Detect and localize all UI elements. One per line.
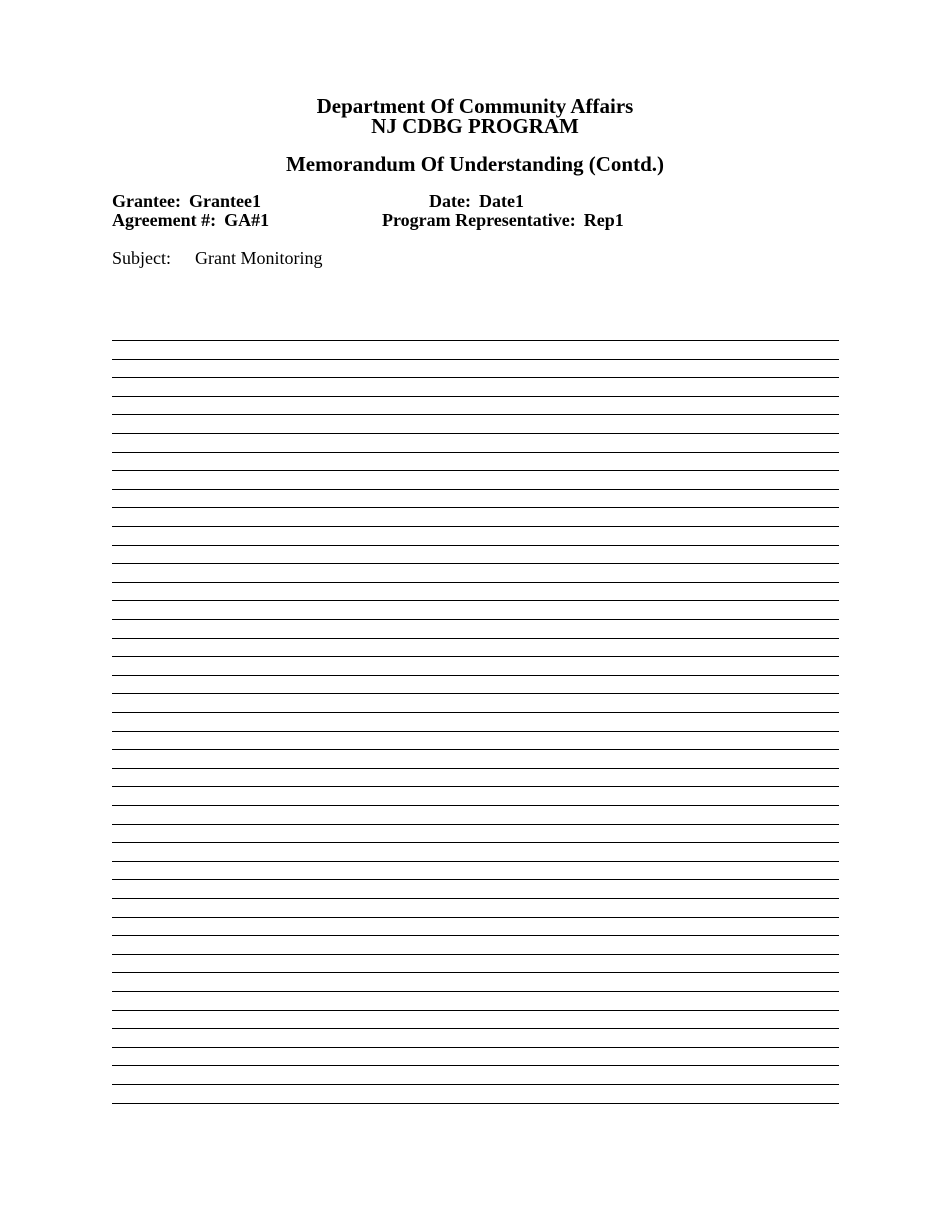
subject-value: Grant Monitoring <box>195 248 323 268</box>
writing-line <box>112 675 839 676</box>
writing-line <box>112 396 839 397</box>
writing-line <box>112 489 839 490</box>
writing-line <box>112 1010 839 1011</box>
writing-line <box>112 414 839 415</box>
writing-line <box>112 917 839 918</box>
writing-line <box>112 545 839 546</box>
writing-line <box>112 1047 839 1048</box>
agreement-label: Agreement #: <box>112 210 217 230</box>
agreement-field <box>112 211 269 230</box>
writing-line <box>112 861 839 862</box>
writing-line <box>112 563 839 564</box>
writing-line <box>112 842 839 843</box>
writing-line <box>112 693 839 694</box>
writing-line <box>112 768 839 769</box>
writing-line <box>112 359 839 360</box>
department-name: Department Of Community Affairs <box>316 94 634 118</box>
writing-line <box>112 452 839 453</box>
program-name: NJ CDBG PROGRAM <box>371 114 579 138</box>
memo-title: Memorandum Of Understanding (Contd.) <box>285 152 665 176</box>
writing-line <box>112 656 839 657</box>
writing-line <box>112 1084 839 1085</box>
program-representative-field <box>382 211 624 230</box>
writing-line <box>112 526 839 527</box>
writing-line <box>112 731 839 732</box>
writing-line <box>112 749 839 750</box>
writing-line <box>112 507 839 508</box>
subject-line <box>112 248 323 268</box>
writing-line <box>112 619 839 620</box>
writing-line <box>112 824 839 825</box>
writing-line <box>112 377 839 378</box>
writing-line <box>112 991 839 992</box>
writing-line <box>112 433 839 434</box>
writing-line <box>112 582 839 583</box>
writing-line <box>112 879 839 880</box>
writing-line <box>112 972 839 973</box>
date-label: Date: <box>429 191 471 211</box>
document-header <box>0 96 950 136</box>
date-value: Date1 <box>478 191 524 211</box>
grantee-label: Grantee: <box>112 191 181 211</box>
writing-line <box>112 805 839 806</box>
writing-line <box>112 470 839 471</box>
agreement-value: GA#1 <box>224 210 270 230</box>
writing-line <box>112 954 839 955</box>
writing-line <box>112 1065 839 1066</box>
subject-label: Subject: <box>112 248 171 268</box>
writing-line <box>112 340 839 341</box>
program-representative-label: Program Representative: <box>382 210 576 230</box>
writing-line <box>112 712 839 713</box>
writing-line <box>112 1103 839 1104</box>
program-representative-value: Rep1 <box>583 210 624 230</box>
writing-line <box>112 786 839 787</box>
writing-line <box>112 600 839 601</box>
writing-line <box>112 638 839 639</box>
writing-line <box>112 935 839 936</box>
writing-line <box>112 1028 839 1029</box>
grantee-field <box>112 192 261 211</box>
writing-line <box>112 898 839 899</box>
grantee-value: Grantee1 <box>188 191 261 211</box>
writing-lines-area <box>112 340 839 1110</box>
date-field <box>429 192 524 211</box>
